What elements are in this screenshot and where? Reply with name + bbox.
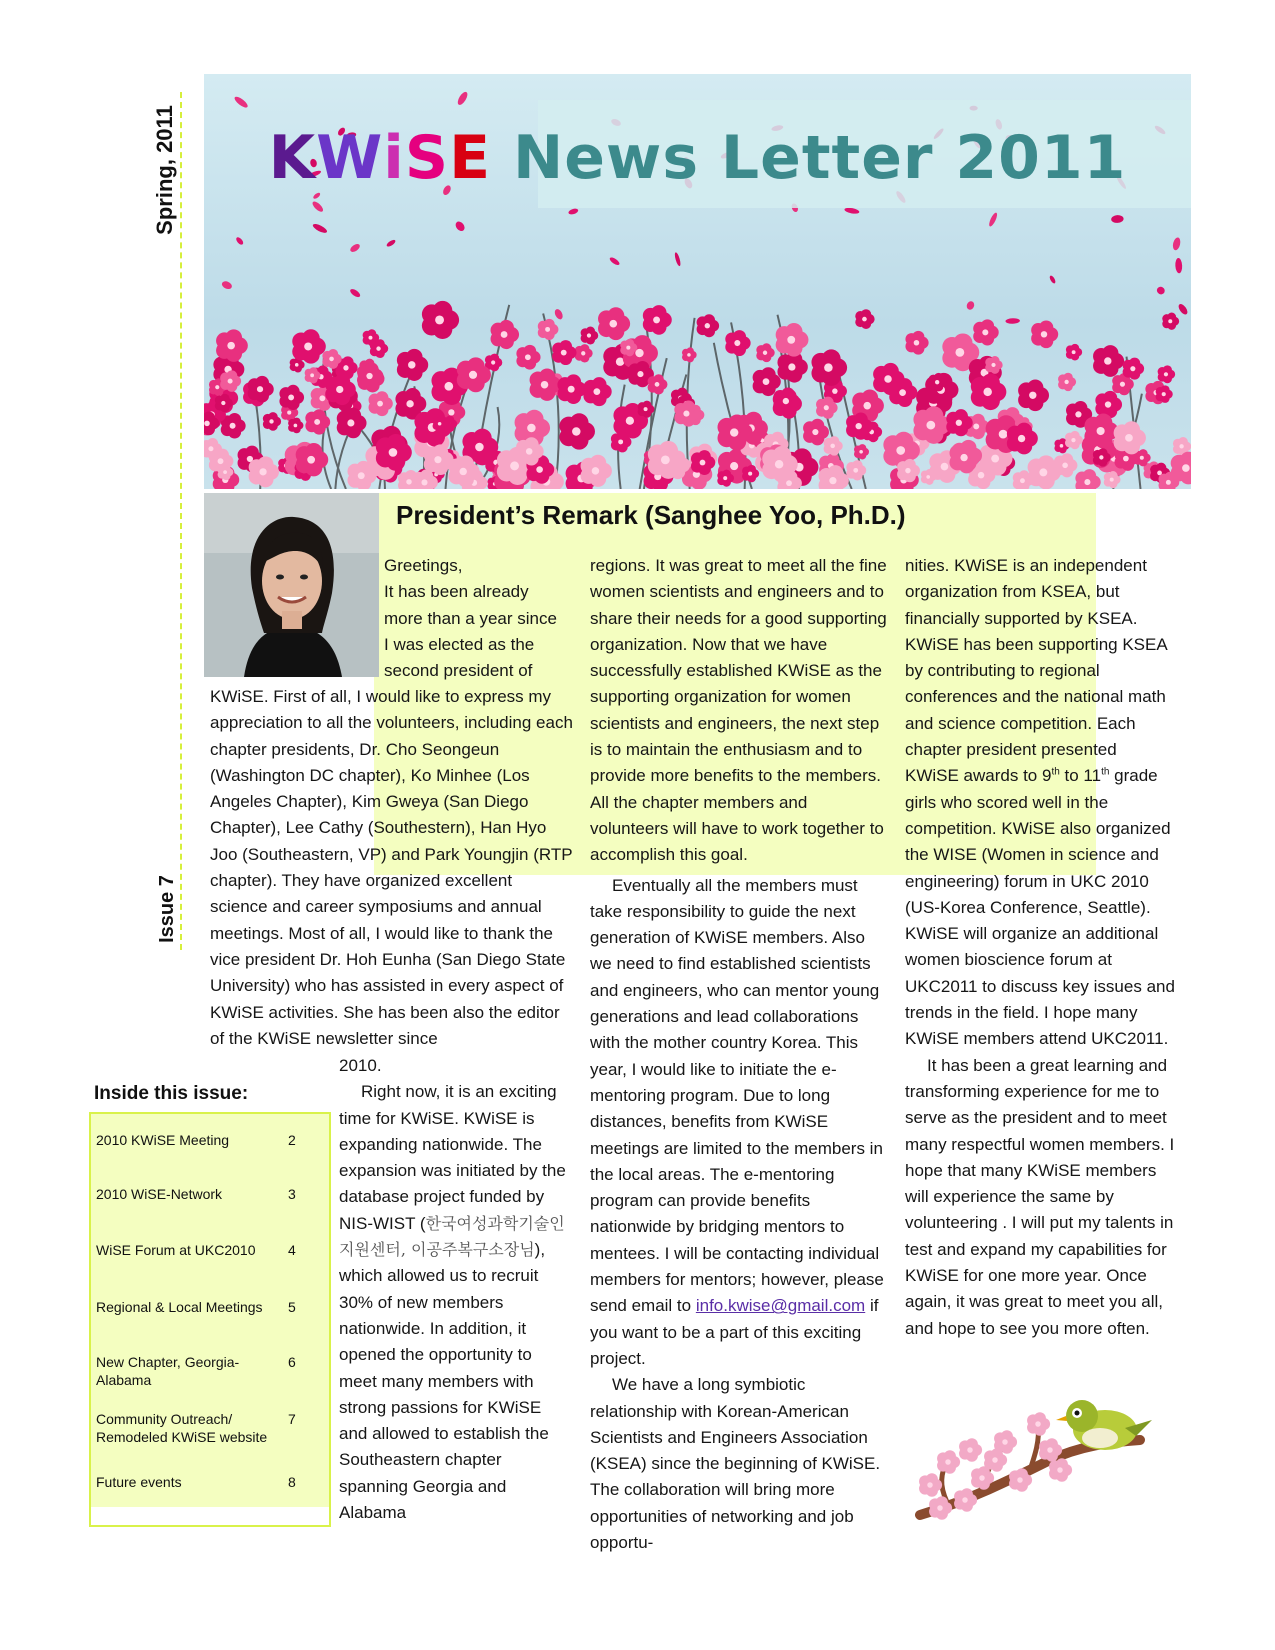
toc-item-page: 2	[288, 1132, 296, 1148]
remark-column-2	[590, 553, 890, 1556]
toc-item-label: Community Outreach/ Remodeled KWiSE website	[96, 1411, 268, 1445]
toc-item-page: 6	[288, 1354, 296, 1370]
text-run: nities. KWiSE is an independent organization from KSEA, but financially supported by KSEA. KWiSE has been supporting KSEA by contributing to regional conferences and the national math and science competition. Each chapter president presented KWiSE awards to 9	[905, 556, 1167, 786]
text-run: grade girls who scored well in the competition. KWiSE also organized the WISE (Women in science and engineering) forum in UKC 2010 (US-Korea Conference, Seattle). KWiSE will organize an additional women bioscience forum at UKC2011 to discuss key issues and trends in the field. I hope many KWiSE members attend UKC2011.	[905, 766, 1175, 1049]
toc-item-label: New Chapter, Georgia-Alabama	[96, 1354, 240, 1388]
paragraph: regions. It was great to meet all the fine women scientists and engineers and to share their needs for a good supporting organization. Now that we have successfully established KWiSE as the supporting organization for women scientists and engineers, the next step is to maintain the enthusiasm and to provide more benefits to the members. All the chapter members and volunteers will have to work together to accomplish this goal.	[590, 556, 887, 865]
toc-item-label: 2010 KWiSE Meeting	[96, 1132, 230, 1148]
title-letter: i	[383, 123, 405, 193]
portrait-photo-icon	[204, 493, 379, 677]
paragraph	[905, 553, 1175, 1053]
bird-on-branch-icon	[910, 1390, 1160, 1525]
toc-item-page: 3	[288, 1186, 296, 1202]
paragraph: We have a long symbiotic relationship with Korean-American Scientists and Engineers Association (KSEA) since the beginning of KWiSE. The collaboration will bring more opportunities of networking and job opportu-	[590, 1375, 881, 1552]
remark-column-3	[905, 553, 1175, 1342]
text-line: second president of	[384, 661, 533, 681]
text-run: Right now, it is an exciting time for KWiSE. KWiSE is expanding nationwide. The expansion was initiated by the database project funded by NIS-WIST (	[339, 1082, 566, 1233]
title-letter: S	[404, 123, 450, 193]
text-line: more than a year since	[384, 608, 557, 628]
toc-item-page: 4	[288, 1242, 296, 1258]
text-line: I was elected as the	[384, 634, 535, 654]
paragraph	[590, 873, 890, 1373]
text-line: It has been already	[384, 582, 529, 602]
issue-number: Issue 7	[156, 875, 178, 943]
text-run: if you want to be a part of this exciting project.	[590, 1296, 879, 1368]
toc-item-label: Regional & Local Meetings	[96, 1299, 263, 1315]
text-line: 2010.	[339, 1056, 382, 1075]
remark-column-1-body	[210, 684, 574, 1052]
remark-title: President’s Remark (Sanghee Yoo, Ph.D.)	[396, 500, 906, 530]
toc-item-page: 5	[288, 1299, 296, 1315]
title-rest: News Letter 2011	[491, 123, 1127, 193]
remark-column-1-top	[384, 553, 574, 684]
paragraph: KWiSE. First of all, I would like to express my appreciation to all the volunteers, including each chapter presidents, Dr. Cho Seongeun (Washington DC chapter), Ko Minhee (Los Angeles Chapter), Kim Gweya (San Diego Chapter), Lee Cathy (Southestern), Han Hyo Joo (Southeastern, VP) and Park Youngjin (RTP chapter). They have organized excellent science and career symposiums and annual meetings. Most of all, I would like to thank the vice president Dr. Hoh Eunha (San Diego State University) who has assisted in every aspect of KWiSE activities. She has been also the editor of the KWiSE newsletter since	[210, 687, 573, 1048]
email-link[interactable]: info.kwise@gmail.com	[695, 1296, 866, 1316]
title-letter: W	[316, 123, 384, 193]
text-line: Greetings,	[384, 556, 463, 575]
text-run: to 11	[1059, 766, 1102, 786]
toc-item-page: 8	[288, 1474, 296, 1490]
newsletter-title	[204, 118, 1191, 198]
paragraph	[339, 1079, 567, 1526]
paragraph: It has been a great learning and transforming experience for me to serve as the president and to meet many respectful women members. I hope that many KWiSE members will experience the same by volunteering . I will put my talents in test and expand my capabilities for KWiSE for one more year. Once again, it was great to meet you all, and hope to see you more often.	[905, 1055, 1175, 1338]
toc-box	[89, 1112, 331, 1527]
title-letter: K	[268, 123, 317, 193]
toc-item-label: WiSE Forum at UKC2010	[96, 1242, 256, 1258]
korean-text: 한국여성과학기술인지원센터, 이공주복구소장님	[339, 1213, 565, 1260]
toc-item-label: 2010 WiSE-Network	[96, 1186, 223, 1202]
toc-item-label: Future events	[96, 1474, 182, 1490]
text-run: ), which allowed us to recruit 30% of new members nationwide. In addition, it opened the opportunity to meet many members with strong passions for KWiSE and allowed to establish the Southeastern chapter spanning Georgia and Alabama	[339, 1240, 549, 1523]
remark-column-1-bottom	[339, 1053, 567, 1526]
toc-item-page: 7	[288, 1411, 296, 1427]
title-letter: E	[449, 123, 492, 193]
superscript: th	[1101, 766, 1110, 778]
text-run: Eventually all the members must take responsibility to guide the next generation of KWiSE members. Also we need to find established scientists and engineers, who can mentor young generations and lead collaborations with the mother country Korea. This year, I would like to initiate the e-mentoring program. Due to long distances, benefits from KWiSE meetings are limited to the members in the local areas. The e-mentoring program can provide benefits nationwide by bridging mentors to mentees. I will be contacting individual members for mentors; however, please send email to	[590, 875, 884, 1316]
superscript: th	[1051, 766, 1060, 778]
issue-date: Spring, 2011	[152, 105, 177, 235]
inside-this-issue-heading: Inside this issue:	[94, 1083, 249, 1104]
side-divider	[180, 92, 182, 950]
